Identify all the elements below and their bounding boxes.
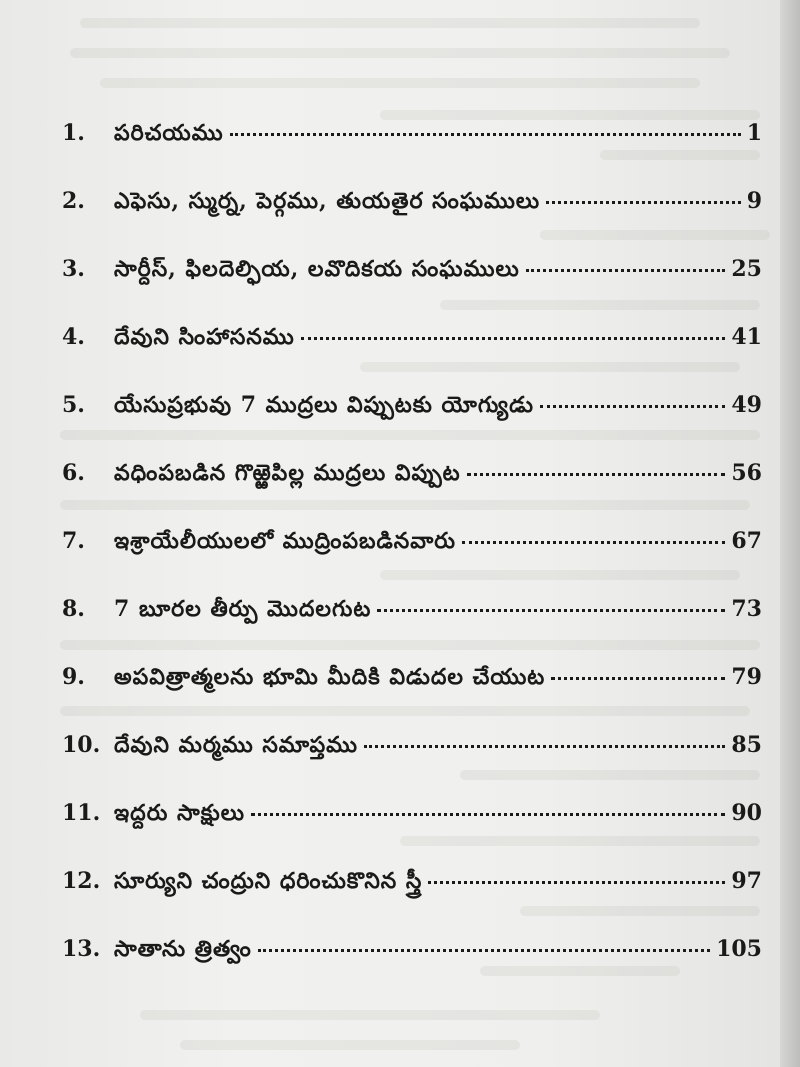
page-number: 85 — [731, 732, 762, 758]
dot-leader — [428, 881, 725, 884]
dot-leader — [467, 473, 726, 476]
page-number: 67 — [731, 528, 762, 554]
page-number: 97 — [731, 868, 762, 894]
dot-leader — [551, 677, 725, 680]
chapter-title: సాతాను త్రిత్వం — [114, 936, 252, 962]
toc-entry — [62, 664, 762, 704]
chapter-title: దేవుని మర్మము సమాప్తము — [114, 732, 358, 758]
toc-entry — [62, 800, 762, 840]
page-number: 90 — [731, 800, 762, 826]
toc-entry — [62, 324, 762, 364]
dot-leader — [251, 813, 725, 816]
chapter-title: ఎఫెసు, స్ముర్న, పెర్గము, తుయతైర సంఘములు — [114, 188, 541, 214]
chapter-number: 9. — [62, 664, 85, 690]
chapter-number: 12. — [62, 868, 101, 894]
chapter-title: సార్దీస్, ఫిలదెల్ఫియ, లవొదికయ సంఘములు — [114, 256, 520, 282]
page-number: 1 — [746, 120, 762, 146]
dot-leader — [258, 949, 710, 952]
chapter-title: పరిచయము — [114, 120, 224, 146]
toc-entry — [62, 868, 762, 908]
toc-entry — [62, 528, 762, 568]
chapter-number: 11. — [62, 800, 101, 826]
chapter-number: 3. — [62, 256, 85, 282]
page-number: 25 — [731, 256, 762, 282]
page-edge-shadow — [780, 0, 800, 1067]
chapter-title: వధింపబడిన గొఱ్ఱెపిల్ల ముద్రలు విప్పుట — [114, 460, 461, 486]
chapter-number: 1. — [62, 120, 85, 146]
dot-leader — [377, 609, 725, 612]
page-number: 73 — [731, 596, 762, 622]
toc-entry — [62, 256, 762, 296]
chapter-title: 7 బూరల తీర్పు మొదలగుట — [114, 596, 372, 622]
dot-leader — [526, 269, 726, 272]
chapter-title: సూర్యుని చంద్రుని ధరించుకొనిన స్త్రీ — [114, 868, 423, 894]
chapter-number: 6. — [62, 460, 85, 486]
dot-leader — [364, 745, 725, 748]
dot-leader — [230, 133, 741, 136]
chapter-title: ఇశ్రాయేలీయులలో ముద్రింపబడినవారు — [114, 528, 456, 554]
dot-leader — [462, 541, 725, 544]
page-number: 56 — [731, 460, 762, 486]
chapter-number: 10. — [62, 732, 101, 758]
chapter-title: దేవుని సింహాసనము — [114, 324, 295, 350]
chapter-number: 2. — [62, 188, 85, 214]
chapter-number: 4. — [62, 324, 85, 350]
chapter-title: ఇద్దరు సాక్షులు — [114, 800, 245, 826]
chapter-number: 13. — [62, 936, 101, 962]
chapter-number: 8. — [62, 596, 85, 622]
toc-entry — [62, 732, 762, 772]
toc-entry — [62, 460, 762, 500]
page-number: 41 — [731, 324, 762, 350]
dot-leader — [301, 337, 726, 340]
page-number: 79 — [731, 664, 762, 690]
page-number: 49 — [731, 392, 762, 418]
toc-entry — [62, 936, 762, 976]
chapter-number: 5. — [62, 392, 85, 418]
dot-leader — [546, 201, 741, 204]
toc-entry — [62, 188, 762, 228]
page-number: 9 — [746, 188, 762, 214]
toc-entry — [62, 596, 762, 636]
chapter-title: అపవిత్రాత్మలను భూమి మీదికి విడుదల చేయుట — [114, 664, 546, 690]
chapter-number: 7. — [62, 528, 85, 554]
page-number: 105 — [716, 936, 762, 962]
dot-leader — [540, 405, 725, 408]
toc-entry — [62, 120, 762, 160]
chapter-title: యేసుప్రభువు 7 ముద్రలు విప్పుటకు యోగ్యుడు — [114, 392, 535, 418]
toc-entry — [62, 392, 762, 432]
